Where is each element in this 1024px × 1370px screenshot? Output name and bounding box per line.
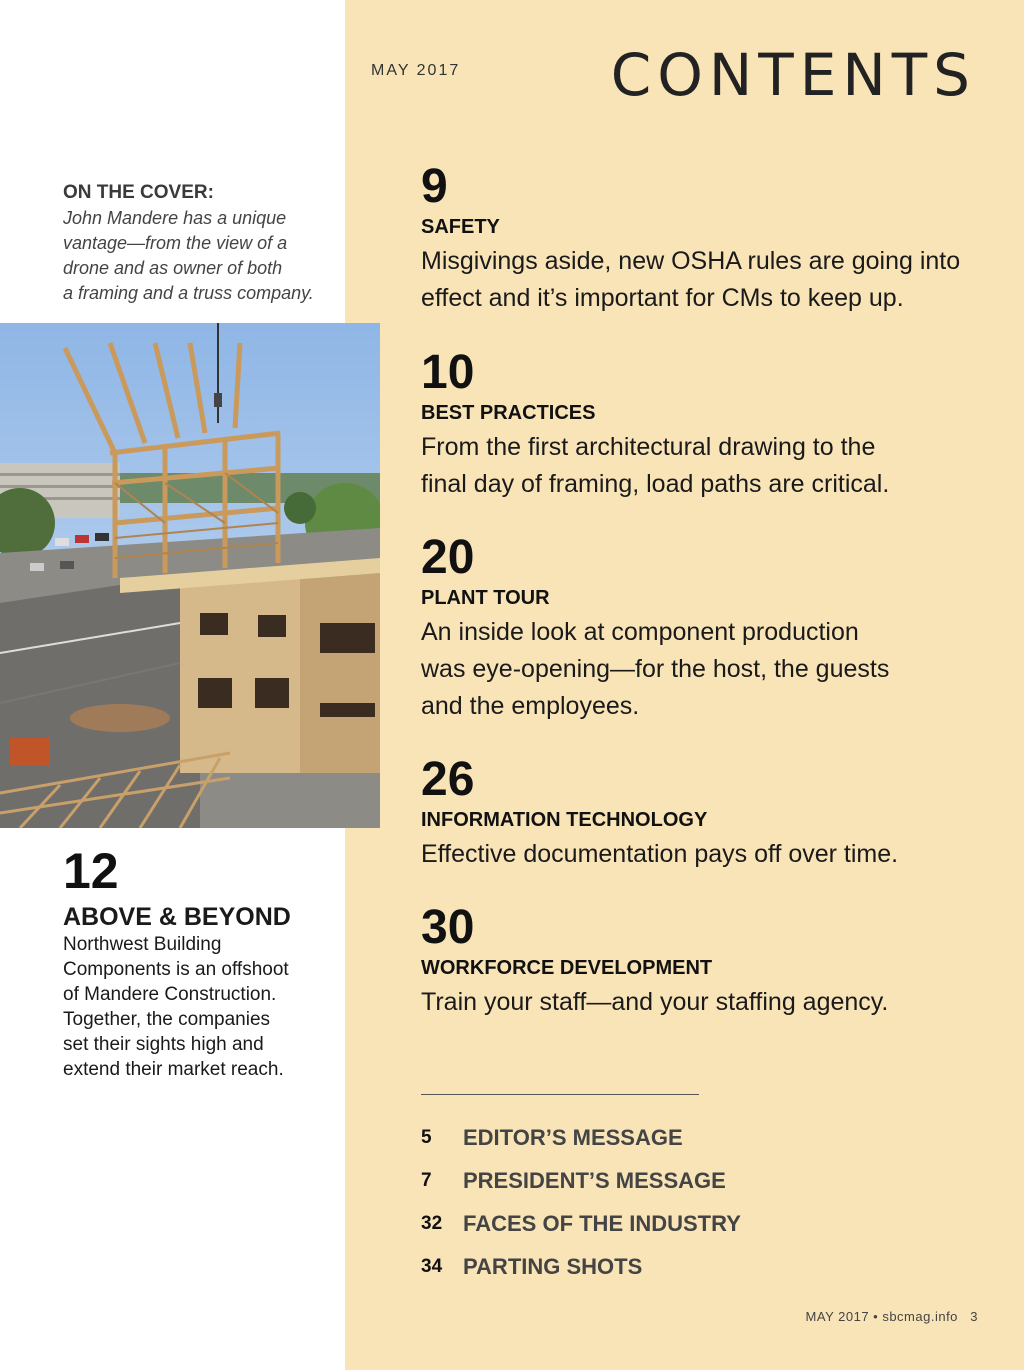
- departments-list: [421, 1116, 981, 1288]
- description-line: set their sights high and: [63, 1034, 264, 1055]
- cover-note-line: a framing and a truss company.: [63, 283, 314, 303]
- department-label: EDITOR’S MESSAGE: [463, 1124, 683, 1150]
- footer-text: MAY 2017 • sbcmag.info: [805, 1309, 958, 1324]
- description-line: and the employees.: [421, 692, 640, 720]
- department-item[interactable]: [421, 1159, 981, 1202]
- toc-description: [421, 614, 991, 725]
- department-item[interactable]: [421, 1245, 981, 1288]
- cover-story-title: ABOVE & BEYOND: [63, 903, 291, 931]
- toc-section-title: WORKFORCE DEVELOPMENT: [421, 957, 713, 979]
- department-item[interactable]: [421, 1202, 981, 1245]
- cover-story-description: [63, 932, 333, 1082]
- description-line: Train your staff—and your staffing agency.: [421, 988, 889, 1016]
- page-number: 3: [970, 1309, 978, 1324]
- cover-note-line: vantage—from the view of a: [63, 233, 288, 253]
- toc-section-title: INFORMATION TECHNOLOGY: [421, 809, 708, 831]
- department-item[interactable]: [421, 1116, 981, 1159]
- department-page: 34: [421, 1255, 443, 1277]
- section-divider: [421, 1094, 699, 1095]
- description-line: was eye-opening—for the host, the guests: [421, 655, 890, 683]
- description-line: Components is an offshoot: [63, 959, 289, 980]
- construction-site-image: [0, 323, 380, 828]
- description-line: Together, the companies: [63, 1009, 271, 1030]
- toc-section-title: PLANT TOUR: [421, 587, 550, 609]
- toc-page-number: 10: [421, 346, 475, 399]
- cover-photo: [0, 323, 380, 828]
- page-title: CONTENTS: [610, 41, 976, 109]
- toc-entry-plant-tour[interactable]: [421, 531, 991, 725]
- toc-section-title: BEST PRACTICES: [421, 402, 596, 424]
- cover-story[interactable]: [63, 842, 333, 1082]
- description-line: extend their market reach.: [63, 1059, 284, 1080]
- toc-page-number: 30: [421, 901, 475, 954]
- description-line: An inside look at component production: [421, 618, 859, 646]
- cover-note-text: [63, 206, 343, 306]
- toc-page-number: 26: [421, 753, 475, 806]
- toc-entry-information-technology[interactable]: [421, 753, 991, 873]
- description-line: From the first architectural drawing to the: [421, 433, 876, 461]
- description-line: Misgivings aside, new OSHA rules are going into: [421, 247, 961, 275]
- toc-page-number: 9: [421, 160, 448, 213]
- toc-section-title: SAFETY: [421, 216, 500, 238]
- description-line: effect and it’s important for CMs to keep up.: [421, 284, 904, 312]
- toc-entry-workforce-development[interactable]: [421, 901, 991, 1021]
- department-label: PARTING SHOTS: [463, 1253, 643, 1279]
- toc-description: [421, 243, 991, 317]
- issue-date: MAY 2017: [371, 62, 461, 79]
- department-page: 32: [421, 1212, 443, 1234]
- department-page: 7: [421, 1169, 432, 1191]
- cover-story-page: 12: [63, 843, 119, 899]
- toc-description: [421, 836, 991, 873]
- description-line: of Mandere Construction.: [63, 984, 277, 1005]
- description-line: Northwest Building: [63, 934, 222, 955]
- cover-note-line: John Mandere has a unique: [63, 208, 287, 228]
- department-label: PRESIDENT’S MESSAGE: [463, 1167, 726, 1193]
- description-line: final day of framing, load paths are critical.: [421, 470, 890, 498]
- cover-note-heading: ON THE COVER:: [63, 182, 214, 203]
- department-label: FACES OF THE INDUSTRY: [463, 1210, 741, 1236]
- page-footer: [806, 1309, 978, 1324]
- toc-description: [421, 429, 991, 503]
- toc-description: [421, 984, 991, 1021]
- toc-entry-best-practices[interactable]: [421, 346, 991, 503]
- department-page: 5: [421, 1126, 432, 1148]
- toc-entry-safety[interactable]: [421, 160, 991, 317]
- cover-note-line: drone and as owner of both: [63, 258, 283, 278]
- cover-note: [63, 180, 343, 306]
- description-line: Effective documentation pays off over time.: [421, 840, 899, 868]
- toc-page-number: 20: [421, 531, 475, 584]
